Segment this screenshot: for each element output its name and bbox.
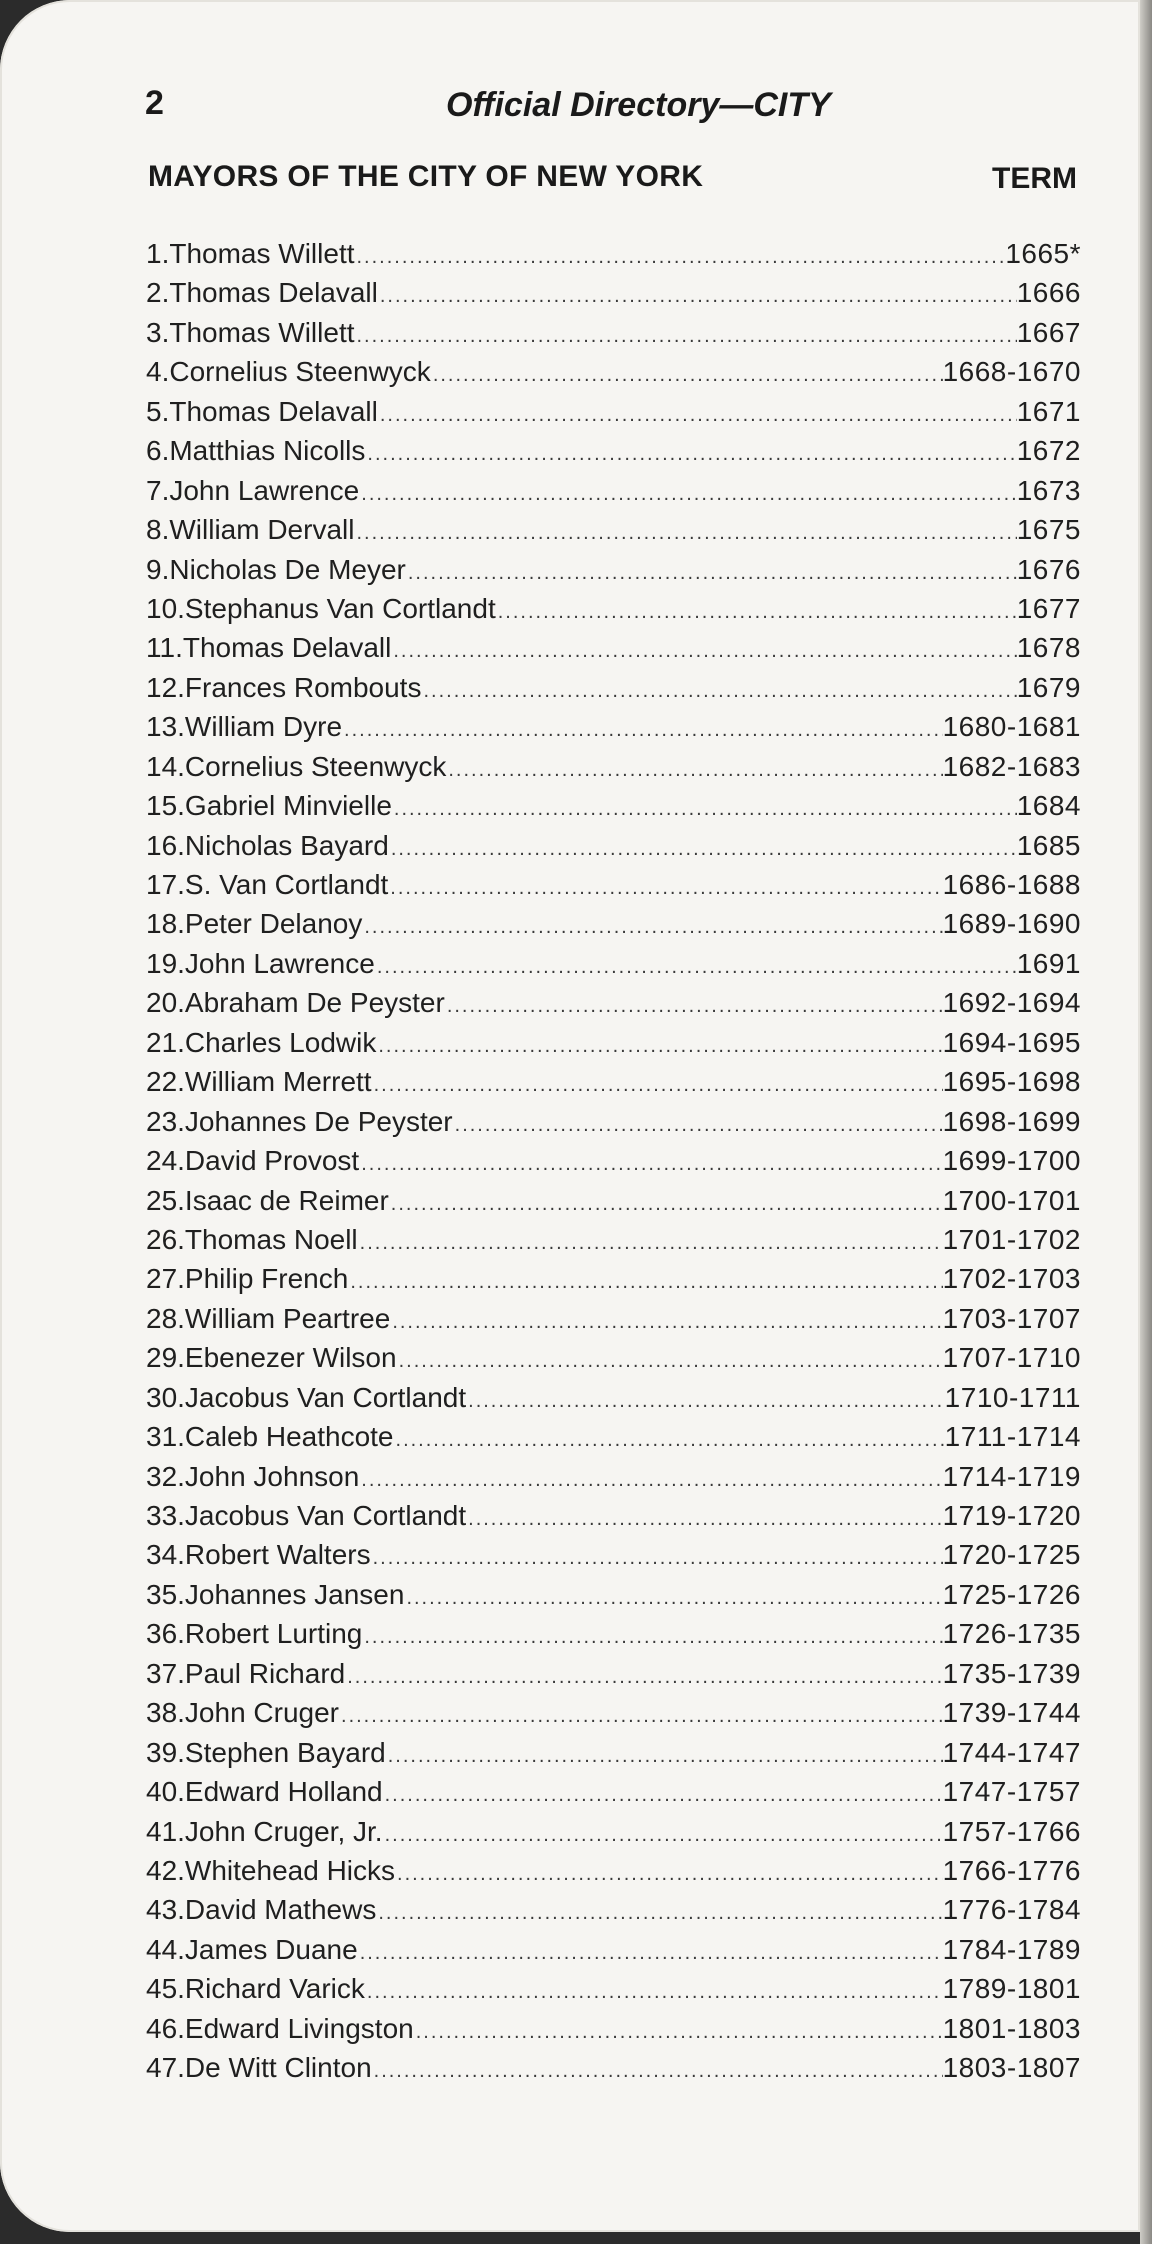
mayor-term: 1707-1710 bbox=[942, 1342, 1081, 1374]
dot-leader bbox=[371, 1547, 943, 1570]
mayor-name: 27.Philip French bbox=[146, 1263, 349, 1295]
mayor-name: 10.Stephanus Van Cortlandt bbox=[146, 592, 496, 624]
mayor-name: 22.William Merrett bbox=[146, 1066, 372, 1098]
dot-leader bbox=[392, 798, 1017, 821]
mayor-name: 42.Whitehead Hicks bbox=[146, 1854, 396, 1886]
mayor-name: 45.Richard Varick bbox=[146, 1973, 365, 2005]
dot-leader bbox=[383, 1784, 943, 1807]
dot-leader bbox=[359, 1469, 942, 1492]
mayor-entry bbox=[146, 1224, 1081, 1263]
mayor-name: 21.Charles Lodwik bbox=[146, 1026, 377, 1058]
mayor-term: 1735-1739 bbox=[942, 1657, 1081, 1689]
dot-leader bbox=[466, 1508, 942, 1531]
mayor-name: 38.John Cruger bbox=[146, 1697, 340, 1729]
dot-leader bbox=[406, 562, 1017, 585]
mayor-entry bbox=[146, 1894, 1081, 1933]
dot-leader bbox=[345, 1666, 942, 1689]
mayor-name: 1.Thomas Willett bbox=[146, 238, 355, 269]
mayor-entry bbox=[146, 317, 1081, 356]
mayor-name: 37.Paul Richard bbox=[146, 1657, 346, 1689]
mayor-entry bbox=[146, 1461, 1081, 1500]
mayor-term: 1694-1695 bbox=[942, 1026, 1081, 1058]
dot-leader bbox=[446, 759, 942, 782]
dot-leader bbox=[397, 1350, 943, 1373]
dot-leader bbox=[362, 1626, 942, 1649]
mayor-name: 15.Gabriel Minvielle bbox=[146, 790, 392, 822]
dot-leader bbox=[395, 1863, 943, 1886]
mayor-name: 18.Peter Delanoy bbox=[146, 908, 363, 940]
dot-leader bbox=[372, 2060, 943, 2083]
mayor-term: 1692-1694 bbox=[942, 987, 1081, 1019]
mayor-term: 1711-1714 bbox=[944, 1421, 1081, 1453]
dot-leader bbox=[354, 522, 1016, 545]
mayor-name: 34.Robert Walters bbox=[146, 1539, 371, 1571]
mayor-name: 23.Johannes De Peyster bbox=[146, 1105, 453, 1137]
running-head: Official Directory—CITY bbox=[446, 86, 831, 124]
dot-leader bbox=[496, 601, 1017, 624]
mayor-name: 19.John Lawrence bbox=[146, 947, 375, 979]
mayor-term: 1700-1701 bbox=[942, 1184, 1081, 1216]
mayor-term: 1680-1681 bbox=[942, 711, 1081, 743]
dot-leader bbox=[348, 1271, 942, 1294]
mayor-entry bbox=[146, 1816, 1081, 1855]
mayor-entry bbox=[146, 1382, 1081, 1421]
mayor-entry bbox=[146, 1027, 1081, 1066]
mayor-term: 1725-1726 bbox=[942, 1578, 1081, 1610]
dot-leader bbox=[342, 719, 943, 742]
mayor-list bbox=[146, 238, 1081, 2092]
dot-leader bbox=[362, 916, 942, 939]
mayor-term: 1665* bbox=[1005, 238, 1081, 269]
mayor-term: 1679 bbox=[1016, 671, 1081, 703]
mayor-term: 1703-1707 bbox=[942, 1302, 1081, 1334]
mayor-entry bbox=[146, 1658, 1081, 1697]
mayor-name: 13.William Dyre bbox=[146, 711, 343, 743]
mayor-entry bbox=[146, 1421, 1081, 1460]
mayor-name: 11.Thomas Delavall bbox=[146, 632, 392, 664]
dot-leader bbox=[358, 1232, 943, 1255]
mayor-term: 1678 bbox=[1016, 632, 1081, 664]
dot-leader bbox=[355, 246, 1006, 269]
mayor-name: 40.Edward Holland bbox=[146, 1776, 383, 1808]
mayor-name: 31.Caleb Heathcote bbox=[146, 1421, 394, 1453]
mayor-entry bbox=[146, 987, 1081, 1026]
mayor-entry bbox=[146, 2013, 1081, 2052]
mayor-entry bbox=[146, 869, 1081, 908]
mayor-entry bbox=[146, 1185, 1081, 1224]
mayor-term: 1672 bbox=[1016, 435, 1081, 467]
mayor-entry bbox=[146, 1737, 1081, 1776]
mayor-term: 1691 bbox=[1016, 947, 1081, 979]
mayor-entry bbox=[146, 1855, 1081, 1894]
mayor-term: 1757-1766 bbox=[942, 1815, 1081, 1847]
mayor-name: 30.Jacobus Van Cortlandt bbox=[146, 1381, 467, 1413]
mayor-term: 1739-1744 bbox=[942, 1697, 1081, 1729]
mayor-name: 9.Nicholas De Meyer bbox=[146, 553, 406, 585]
dot-leader bbox=[359, 1153, 942, 1176]
mayor-term: 1698-1699 bbox=[942, 1105, 1081, 1137]
mayor-name: 39.Stephen Bayard bbox=[146, 1736, 386, 1768]
mayor-term: 1766-1776 bbox=[942, 1854, 1081, 1886]
mayor-entry bbox=[146, 1145, 1081, 1184]
mayor-name: 3.Thomas Willett bbox=[146, 316, 355, 348]
mayor-name: 32.John Johnson bbox=[146, 1460, 360, 1492]
mayor-term: 1699-1700 bbox=[942, 1145, 1081, 1177]
mayor-entry bbox=[146, 277, 1081, 316]
mayor-term: 1689-1690 bbox=[942, 908, 1081, 940]
mayor-term: 1720-1725 bbox=[942, 1539, 1081, 1571]
mayor-entry bbox=[146, 1618, 1081, 1657]
mayor-entry bbox=[146, 1500, 1081, 1539]
mayor-name: 7.John Lawrence bbox=[146, 474, 360, 506]
dot-leader bbox=[389, 838, 1017, 861]
mayor-term: 1776-1784 bbox=[942, 1894, 1081, 1926]
dot-leader bbox=[390, 1311, 942, 1334]
dot-leader bbox=[383, 1824, 943, 1847]
dot-leader bbox=[339, 1705, 943, 1728]
dot-leader bbox=[359, 483, 1016, 506]
mayor-name: 6.Matthias Nicolls bbox=[146, 435, 366, 467]
dot-leader bbox=[466, 1390, 945, 1413]
dot-leader bbox=[431, 364, 943, 387]
page-number: 2 bbox=[145, 84, 164, 122]
dot-leader bbox=[358, 1942, 943, 1965]
mayor-entry bbox=[146, 1579, 1081, 1618]
mayor-term: 1675 bbox=[1016, 514, 1081, 546]
mayor-name: 28.William Peartree bbox=[146, 1302, 391, 1334]
mayor-name: 33.Jacobus Van Cortlandt bbox=[146, 1500, 467, 1531]
mayor-term: 1702-1703 bbox=[942, 1263, 1081, 1295]
mayor-term: 1673 bbox=[1016, 474, 1081, 506]
mayor-term: 1784-1789 bbox=[942, 1933, 1081, 1965]
dot-leader bbox=[394, 1429, 945, 1452]
mayor-entry bbox=[146, 2052, 1081, 2091]
mayor-entry bbox=[146, 475, 1081, 514]
mayor-term: 1789-1801 bbox=[942, 1973, 1081, 2005]
mayor-entry bbox=[146, 554, 1081, 593]
mayor-entry bbox=[146, 1342, 1081, 1381]
mayor-term: 1719-1720 bbox=[942, 1500, 1081, 1531]
mayor-name: 36.Robert Lurting bbox=[146, 1618, 363, 1650]
mayor-term: 1686-1688 bbox=[942, 869, 1081, 900]
page-edge bbox=[1140, 0, 1152, 2244]
dot-leader bbox=[421, 680, 1016, 703]
mayor-entry bbox=[146, 1303, 1081, 1342]
mayor-term: 1701-1702 bbox=[942, 1223, 1081, 1255]
mayor-name: 2.Thomas Delavall bbox=[146, 277, 378, 309]
mayor-entry bbox=[146, 435, 1081, 474]
mayor-entry bbox=[146, 1973, 1081, 2012]
mayor-name: 16.Nicholas Bayard bbox=[146, 829, 389, 861]
mayor-entry bbox=[146, 672, 1081, 711]
mayor-entry bbox=[146, 1776, 1081, 1815]
mayor-name: 4.Cornelius Steenwyck bbox=[146, 356, 431, 388]
mayor-term: 1668-1670 bbox=[942, 356, 1081, 388]
mayor-entry bbox=[146, 514, 1081, 553]
dot-leader bbox=[372, 1074, 943, 1097]
section-title: MAYORS OF THE CITY OF NEW YORK bbox=[148, 160, 704, 193]
dot-leader bbox=[378, 404, 1017, 427]
mayor-term: 1685 bbox=[1016, 829, 1081, 861]
mayor-name: 14.Cornelius Steenwyck bbox=[146, 750, 447, 782]
dot-leader bbox=[453, 1114, 943, 1137]
mayor-entry bbox=[146, 1066, 1081, 1105]
mayor-entry bbox=[146, 238, 1081, 277]
dot-leader bbox=[355, 325, 1017, 348]
mayor-entry bbox=[146, 632, 1081, 671]
mayor-name: 29.Ebenezer Wilson bbox=[146, 1342, 397, 1374]
mayor-term: 1676 bbox=[1016, 553, 1081, 585]
mayor-term: 1801-1803 bbox=[942, 2012, 1081, 2044]
dot-leader bbox=[404, 1587, 942, 1610]
mayor-term: 1710-1711 bbox=[944, 1381, 1081, 1413]
mayor-name: 26.Thomas Noell bbox=[146, 1223, 358, 1255]
dot-leader bbox=[391, 640, 1016, 663]
dot-leader bbox=[376, 1902, 942, 1925]
mayor-entry bbox=[146, 830, 1081, 869]
dot-leader bbox=[386, 1745, 943, 1768]
dot-leader bbox=[388, 877, 942, 900]
mayor-name: 46.Edward Livingston bbox=[146, 2012, 414, 2044]
mayor-name: 17.S. Van Cortlandt bbox=[146, 869, 389, 900]
mayor-name: 44.James Duane bbox=[146, 1933, 358, 1965]
mayor-term: 1714-1719 bbox=[942, 1460, 1081, 1492]
dot-leader bbox=[389, 1193, 943, 1216]
mayor-name: 25.Isaac de Reimer bbox=[146, 1184, 389, 1216]
mayor-term: 1684 bbox=[1016, 790, 1081, 822]
mayor-term: 1744-1747 bbox=[942, 1736, 1081, 1768]
dot-leader bbox=[375, 956, 1017, 979]
dot-leader bbox=[378, 285, 1017, 308]
mayor-entry bbox=[146, 1106, 1081, 1145]
mayor-name: 20.Abraham De Peyster bbox=[146, 987, 445, 1019]
mayor-name: 35.Johannes Jansen bbox=[146, 1578, 405, 1610]
mayor-term: 1666 bbox=[1016, 277, 1081, 309]
mayor-term: 1671 bbox=[1016, 395, 1081, 427]
term-column-header: TERM bbox=[992, 162, 1077, 195]
mayor-term: 1695-1698 bbox=[942, 1066, 1081, 1098]
mayor-entry bbox=[146, 1934, 1081, 1973]
mayor-term: 1726-1735 bbox=[942, 1618, 1081, 1650]
mayor-entry bbox=[146, 593, 1081, 632]
mayor-name: 41.John Cruger, Jr. bbox=[146, 1815, 383, 1847]
dot-leader bbox=[376, 1035, 942, 1058]
mayor-term: 1667 bbox=[1016, 316, 1081, 348]
mayor-name: 43.David Mathews bbox=[146, 1894, 377, 1926]
mayor-term: 1682-1683 bbox=[942, 750, 1081, 782]
mayor-entry bbox=[146, 790, 1081, 829]
mayor-name: 24.David Provost bbox=[146, 1145, 360, 1177]
dot-leader bbox=[365, 443, 1016, 466]
mayor-entry bbox=[146, 396, 1081, 435]
mayor-name: 47.De Witt Clinton bbox=[146, 2052, 372, 2084]
mayor-entry bbox=[146, 751, 1081, 790]
dot-leader bbox=[414, 2021, 943, 2044]
mayor-term: 1803-1807 bbox=[942, 2052, 1081, 2084]
mayor-term: 1677 bbox=[1016, 592, 1081, 624]
mayor-entry bbox=[146, 1263, 1081, 1302]
dot-leader bbox=[365, 1981, 943, 2004]
mayor-entry bbox=[146, 908, 1081, 947]
mayor-name: 5.Thomas Delavall bbox=[146, 395, 378, 427]
dot-leader bbox=[445, 995, 943, 1018]
mayor-entry bbox=[146, 711, 1081, 750]
mayor-term: 1747-1757 bbox=[942, 1776, 1081, 1808]
mayor-name: 12.Frances Rombouts bbox=[146, 671, 422, 703]
mayor-entry bbox=[146, 1697, 1081, 1736]
mayor-entry bbox=[146, 356, 1081, 395]
mayor-entry bbox=[146, 1539, 1081, 1578]
mayor-entry bbox=[146, 948, 1081, 987]
mayor-name: 8.William Dervall bbox=[146, 514, 355, 546]
